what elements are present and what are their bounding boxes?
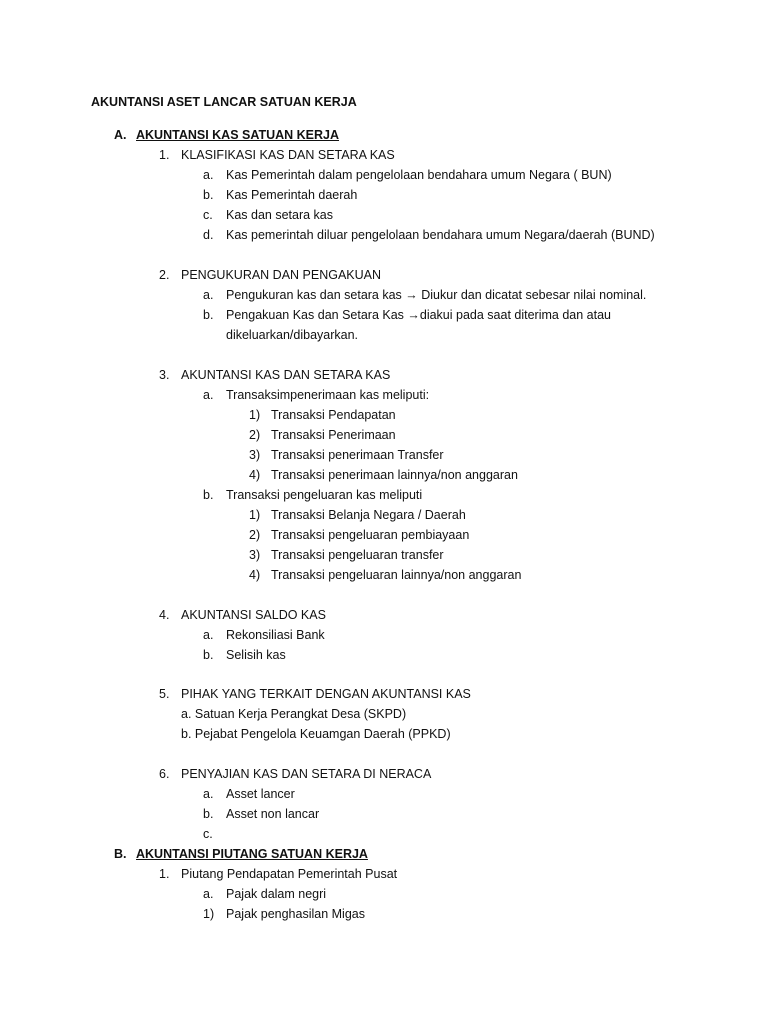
sublist-item: Transaksi pengeluaran lainnya/non anggaran xyxy=(271,568,522,582)
section-b-heading: AKUNTANSI PIUTANG SATUAN KERJA xyxy=(136,847,368,861)
list-item: Asset lancer xyxy=(226,787,295,801)
list-marker: b. xyxy=(203,488,214,502)
list-item: Rekonsiliasi Bank xyxy=(226,628,325,642)
list-marker: b. xyxy=(203,308,214,322)
sublist-item: Transaksi penerimaan lainnya/non anggaran xyxy=(271,468,518,482)
list-item: Kas pemerintah diluar pengelolaan bendahara umum Negara/daerah (BUND) xyxy=(226,228,655,242)
list-item: Kas Pemerintah daerah xyxy=(226,188,358,202)
list-marker: d. xyxy=(203,228,214,242)
sublist-item: Transaksi Penerimaan xyxy=(271,428,396,442)
list-item: b. Pejabat Pengelola Keuamgan Daerah (PPKD) xyxy=(181,727,451,741)
list-marker: 1) xyxy=(203,907,215,921)
list-marker: a. xyxy=(203,628,214,642)
list-item: Kas dan setara kas xyxy=(226,208,334,222)
sublist-marker: 1) xyxy=(249,508,261,522)
list-marker: a. xyxy=(203,288,214,302)
subsection-number: 1. xyxy=(159,867,170,881)
list-marker: a. xyxy=(203,168,214,182)
subsection-number: 5. xyxy=(159,687,170,701)
sublist-marker: 3) xyxy=(249,548,261,562)
subsection-heading: AKUNTANSI SALDO KAS xyxy=(181,608,326,622)
subsection-number: 3. xyxy=(159,368,170,382)
subsection-number: 4. xyxy=(159,608,170,622)
document-title: AKUNTANSI ASET LANCAR SATUAN KERJA xyxy=(91,95,357,109)
subsection-number: 6. xyxy=(159,767,170,781)
list-marker: b. xyxy=(203,807,214,821)
list-item: Pajak penghasilan Migas xyxy=(226,907,365,921)
sublist-item: Transaksi penerimaan Transfer xyxy=(271,448,444,462)
sublist-marker: 4) xyxy=(249,568,261,582)
subsection-heading: KLASIFIKASI KAS DAN SETARA KAS xyxy=(181,148,395,162)
list-marker: c. xyxy=(203,208,213,222)
list-marker: b. xyxy=(203,188,214,202)
list-marker: a. xyxy=(203,388,214,402)
list-item: Transaksimpenerimaan kas meliputi: xyxy=(226,388,430,402)
list-item: Selisih kas xyxy=(226,648,286,662)
sublist-marker: 2) xyxy=(249,428,261,442)
sublist-item: Transaksi pengeluaran pembiayaan xyxy=(271,528,470,542)
sublist-item: Transaksi Pendapatan xyxy=(271,408,396,422)
list-item: Kas Pemerintah dalam pengelolaan bendahara umum Negara ( BUN) xyxy=(226,168,612,182)
subsection-heading: Piutang Pendapatan Pemerintah Pusat xyxy=(181,867,398,881)
list-item: a. Satuan Kerja Perangkat Desa (SKPD) xyxy=(181,707,407,721)
subsection-number: 1. xyxy=(159,148,170,162)
sublist-marker: 1) xyxy=(249,408,261,422)
subsection-heading: PENGUKURAN DAN PENGAKUAN xyxy=(181,268,382,282)
list-marker: a. xyxy=(203,787,214,801)
subsection-number: 2. xyxy=(159,268,170,282)
section-a-heading: AKUNTANSI KAS SATUAN KERJA xyxy=(136,128,340,142)
list-item: Asset non lancar xyxy=(226,807,320,821)
list-marker: c. xyxy=(203,827,213,841)
section-b-marker: B. xyxy=(114,847,127,861)
sublist-marker: 2) xyxy=(249,528,261,542)
subsection-heading: PIHAK YANG TERKAIT DENGAN AKUNTANSI KAS xyxy=(181,687,471,701)
subsection-heading: AKUNTANSI KAS DAN SETARA KAS xyxy=(181,368,391,382)
subsection-heading: PENYAJIAN KAS DAN SETARA DI NERACA xyxy=(181,767,432,781)
sublist-marker: 3) xyxy=(249,448,261,462)
list-item-continuation: dikeluarkan/dibayarkan. xyxy=(226,328,359,342)
sublist-marker: 4) xyxy=(249,468,261,482)
sublist-item: Transaksi Belanja Negara / Daerah xyxy=(271,508,466,522)
sublist-item: Transaksi pengeluaran transfer xyxy=(271,548,444,562)
list-marker: a. xyxy=(203,887,214,901)
section-a-marker: A. xyxy=(114,128,127,142)
list-marker: b. xyxy=(203,648,214,662)
list-item: Pajak dalam negri xyxy=(226,887,327,901)
list-item: Pengukuran kas dan setara kas → Diukur dan dicatat sebesar nilai nominal. xyxy=(226,288,647,302)
list-item: Pengakuan Kas dan Setara Kas →diakui pada saat diterima dan atau xyxy=(226,308,611,322)
list-item: Transaksi pengeluaran kas meliputi xyxy=(226,488,423,502)
